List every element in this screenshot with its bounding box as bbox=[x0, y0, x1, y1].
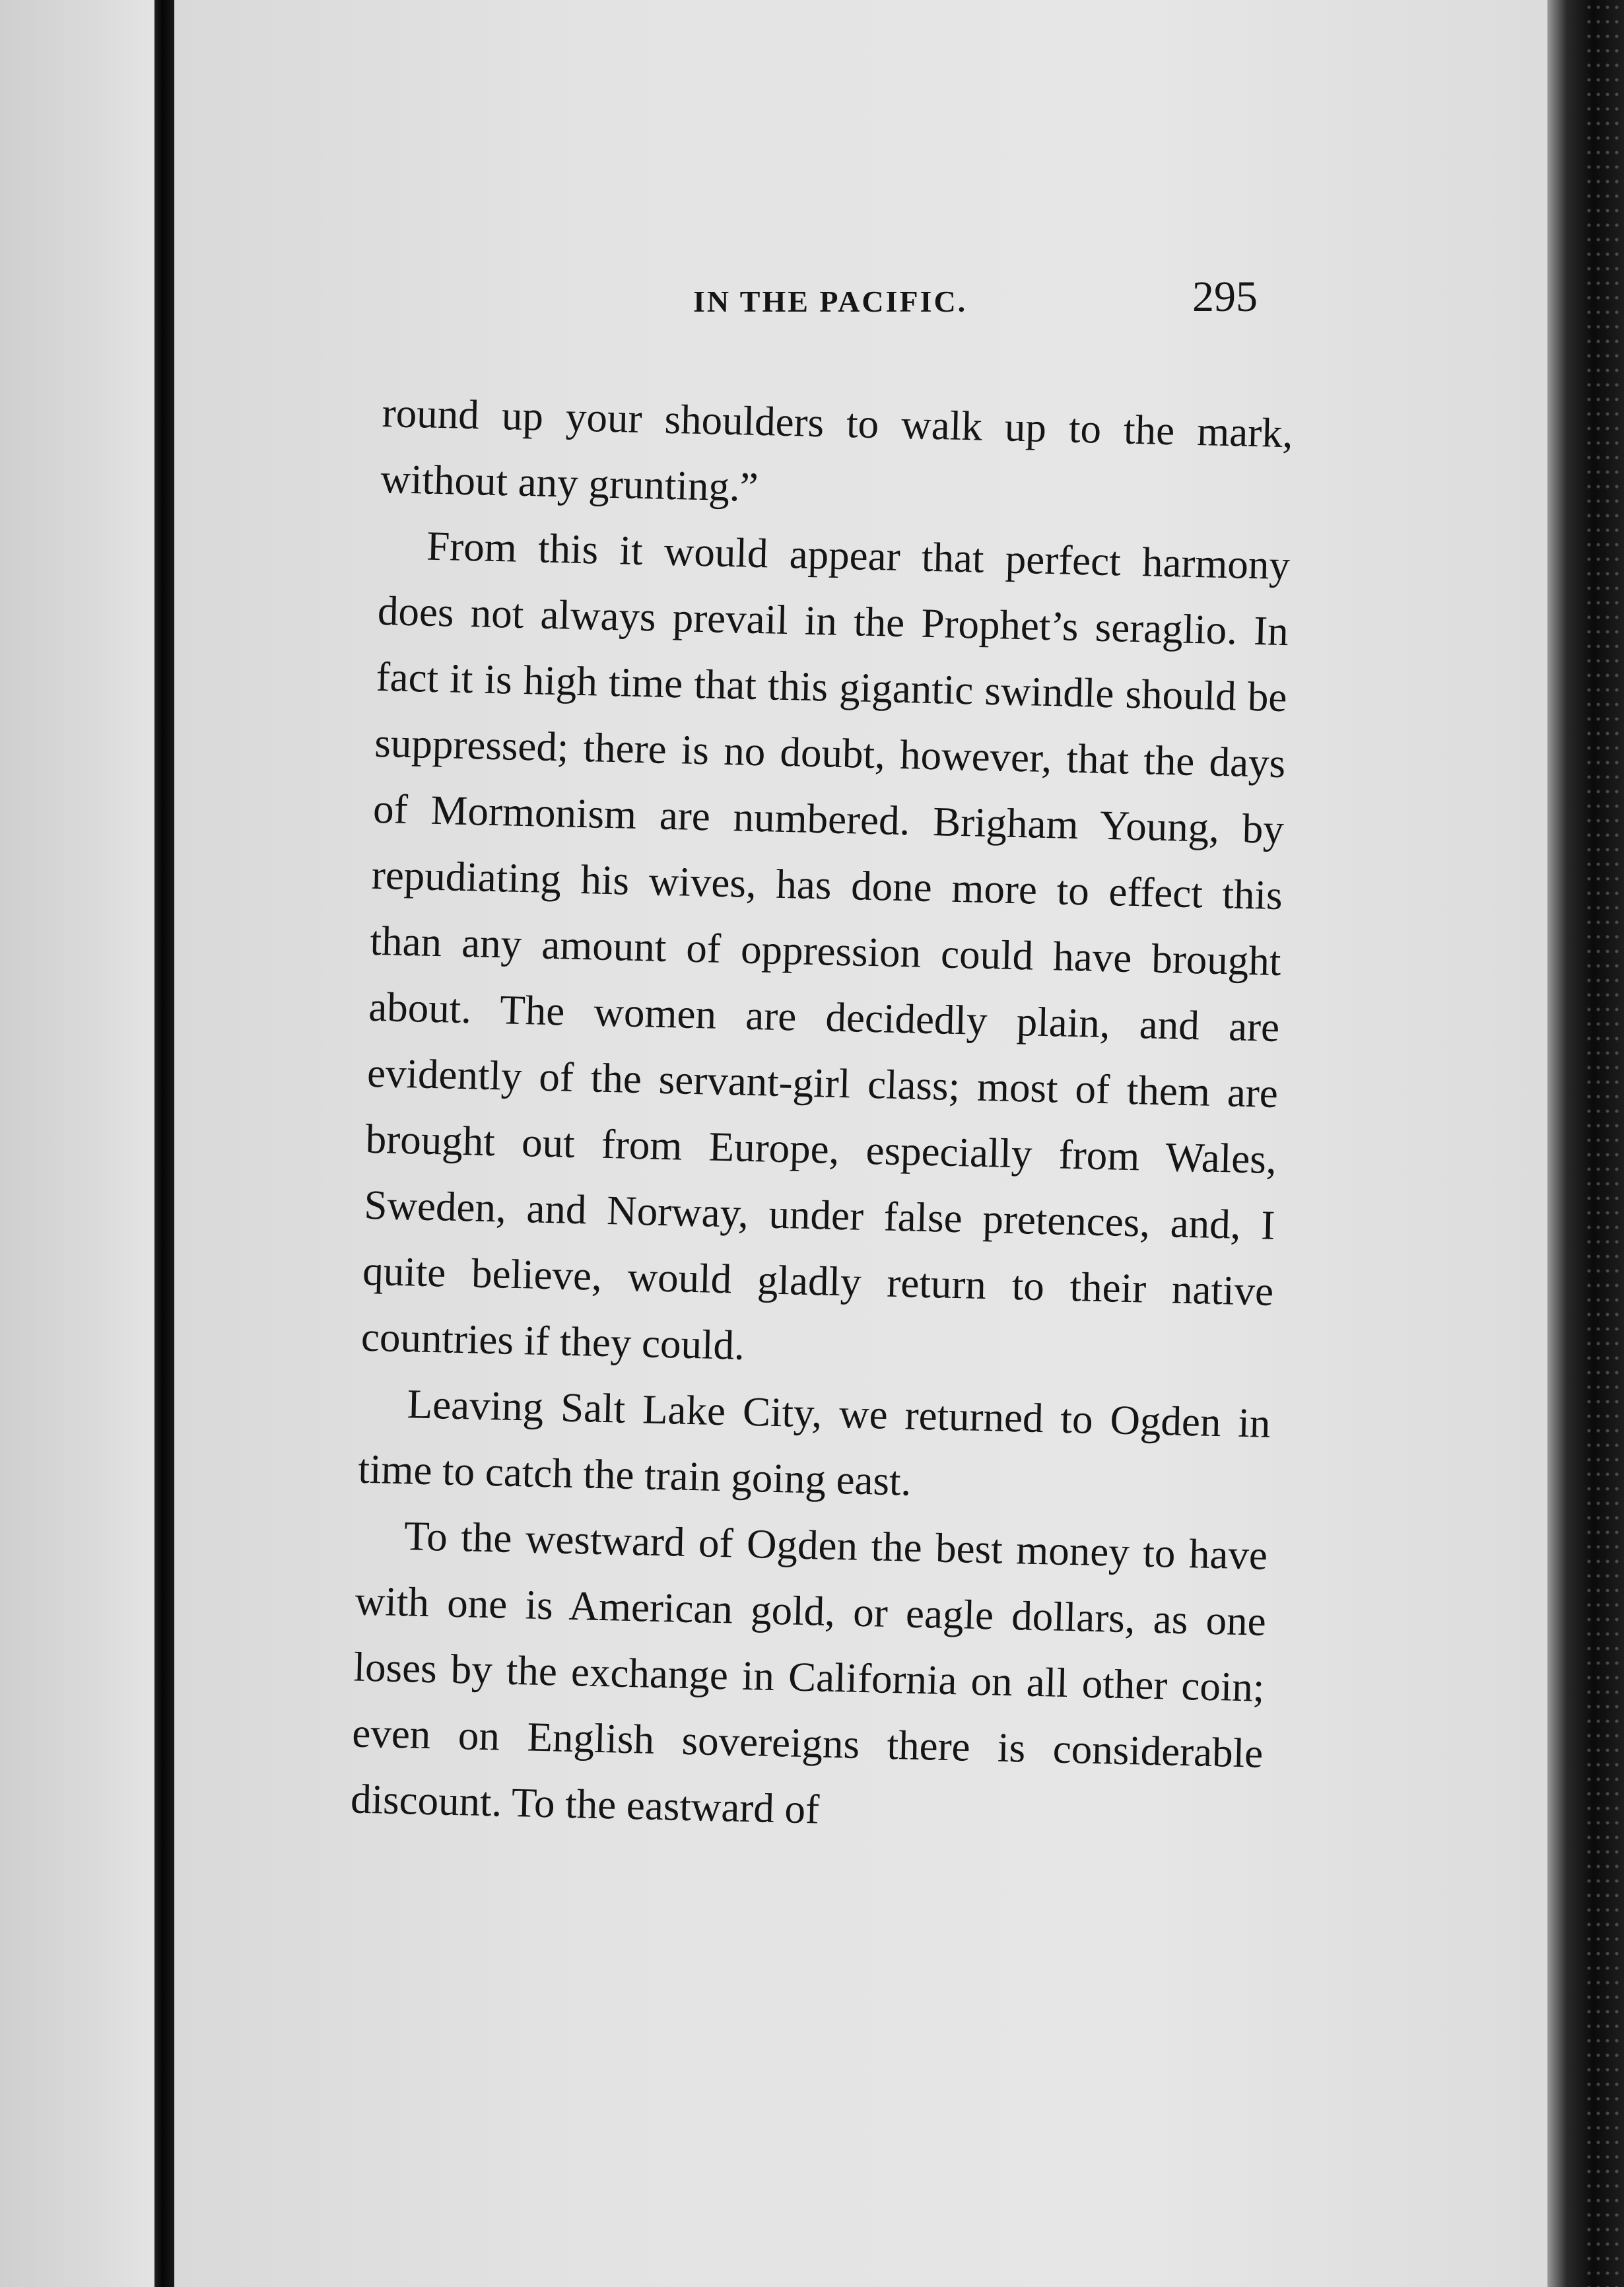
facing-page-edge bbox=[0, 0, 154, 2287]
paragraph: Leaving Salt Lake City, we returned to Ogden in time to catch the train going east. bbox=[357, 1381, 1271, 1505]
book-edge-texture bbox=[1584, 0, 1624, 2287]
book-gutter bbox=[154, 0, 174, 2287]
page-number: 295 bbox=[1192, 273, 1258, 321]
paragraph: From this it would appear that perfect harmony does not always prevail in the Prophet’s seraglio. In fact it is high time that this gigantic swindle should be suppressed; there is no doubt, however, that the days of Mormonism are numbered. Brigham Young, by repudiating his wives, has done more to effect this than any amount of oppression could have brought about. The women are decidedly plain, and are evidently of the servant-girl class; most of them are brought out from Europe, especially from Wales, Sweden, and Norway, under false pretences, and, I quite believe, would gladly return to their native countries if they could. bbox=[360, 522, 1291, 1369]
page-text bbox=[350, 380, 1294, 1853]
paragraph-continuation: round up your shoulders to walk up to the mark, without any grunting.” bbox=[380, 389, 1294, 510]
paragraph: To the westward of Ogden the best money to have with one is American gold, or eagle dollars, as one loses by the exchange in California on all other coin; even on English sovereigns there is considerable discount. To the eastward of bbox=[350, 1513, 1268, 1833]
running-head: IN THE PACIFIC. bbox=[693, 285, 968, 318]
